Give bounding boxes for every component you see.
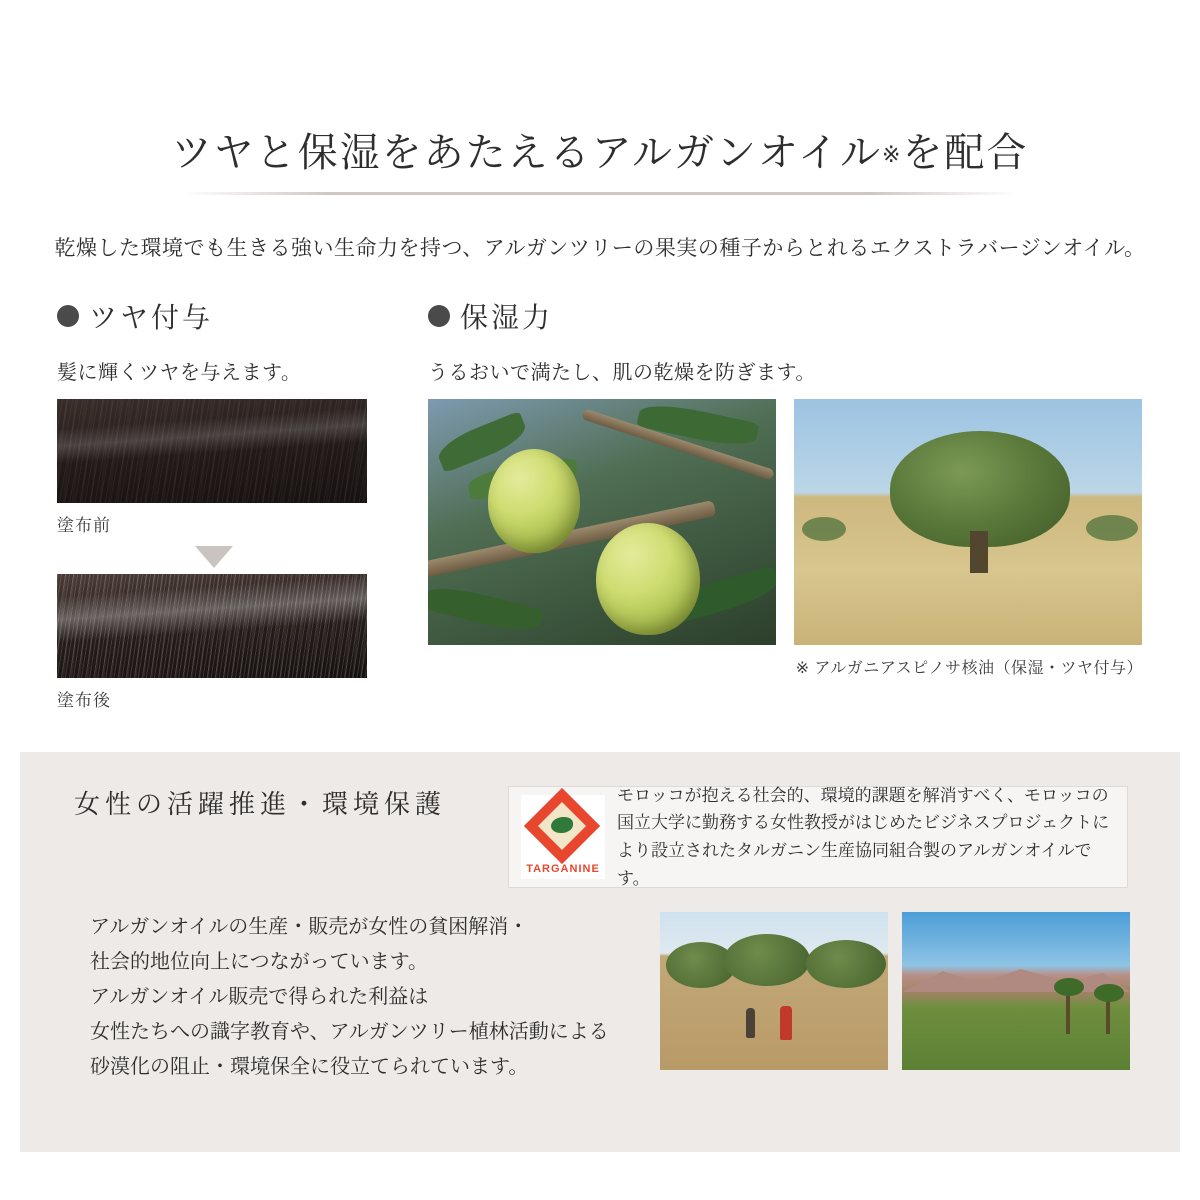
hair-after-caption: 塗布後 — [57, 691, 111, 710]
page-title-tail: を配合 — [902, 131, 1029, 175]
left-description: 髪に輝くツヤを与えます。 — [57, 362, 302, 384]
panel-body-line: アルガンオイルの生産・販売が女性の貧困解消・ — [90, 916, 529, 938]
background-tree — [1086, 515, 1138, 541]
hair-before-caption: 塗布前 — [57, 516, 111, 535]
panel-body-line: 社会的地位向上につながっています。 — [90, 951, 428, 973]
hair-sheen-overlay-strong — [57, 574, 367, 645]
tree-canopy-shape — [890, 431, 1070, 547]
left-subhead — [57, 296, 387, 336]
argan-tree-photo — [794, 399, 1142, 645]
background-tree — [802, 517, 846, 541]
argan-fruit-photo — [428, 399, 776, 645]
hair-sheen-overlay — [57, 405, 367, 466]
tree-trunk-shape — [970, 531, 988, 573]
right-photo-group — [428, 399, 1143, 645]
person-figure-red — [780, 1006, 792, 1040]
page-title — [0, 128, 1200, 178]
palm-crown-shape — [1094, 984, 1124, 1002]
page-title-text: ツヤと保湿をあたえるアルガンオイル — [171, 131, 882, 175]
headline-block — [0, 128, 1200, 195]
right-subhead-label: 保湿力 — [460, 302, 554, 333]
targanine-logo-label: TARGANINE — [526, 863, 600, 875]
lead-paragraph: 乾燥した環境でも生きる強い生命力を持つ、アルガンツリーの果実の種子からとれるエクストラバージンオイル。 — [54, 237, 1146, 260]
targanine-logo-icon — [521, 795, 605, 879]
argan-fruit-upper — [488, 449, 580, 553]
women-field-photo — [660, 912, 888, 1070]
panel-body-line: 砂漠化の阻止・環境保全に役立てられています。 — [90, 1056, 529, 1078]
palm-crown-shape — [1054, 978, 1084, 996]
palm-trunk-shape — [1066, 990, 1070, 1034]
hair-before-photo — [57, 399, 367, 503]
person-figure — [746, 1008, 755, 1038]
targanine-callout-text: モロッコが抱える社会的、環境的課題を解消すべく、モロッコの国立大学に勤務する女性教授がはじめたビジネスプロジェクトにより設立されたタルガニン生産協同組合製のアルガンオイルです。 — [617, 785, 1110, 888]
headline-divider — [182, 192, 1018, 195]
hair-after-photo — [57, 574, 367, 678]
sustainability-panel — [20, 752, 1180, 1152]
field-tree-shape — [806, 940, 886, 988]
arrow-down-icon — [195, 546, 233, 568]
bullet-dot-icon — [57, 305, 79, 327]
right-column — [428, 296, 1143, 678]
field-tree-shape — [724, 934, 810, 986]
argan-fruit-lower — [596, 523, 700, 635]
leaf-shape — [636, 399, 759, 451]
panel-body-line: アルガンオイル販売で得られた利益は — [90, 986, 429, 1008]
right-description: うるおいで満たし、肌の乾燥を防ぎます。 — [428, 362, 816, 384]
panel-body-text — [90, 910, 609, 1085]
bullet-dot-icon — [428, 305, 450, 327]
panel-photo-group — [660, 912, 1130, 1070]
right-subhead — [428, 296, 1143, 336]
targanine-callout — [508, 786, 1128, 888]
left-subhead-label: ツヤ付与 — [89, 302, 214, 333]
page-title-marker: ※ — [881, 142, 903, 167]
panel-body-line: 女性たちへの識字教育や、アルガンツリー植林活動による — [90, 1021, 609, 1043]
panel-title: 女性の活躍推進・環境保護 — [74, 789, 447, 819]
leaf-shape — [428, 581, 544, 637]
oasis-photo — [902, 912, 1130, 1070]
ingredient-note: ※ アルガニアスピノサ核油（保湿・ツヤ付与） — [795, 660, 1143, 677]
left-column — [57, 296, 387, 711]
